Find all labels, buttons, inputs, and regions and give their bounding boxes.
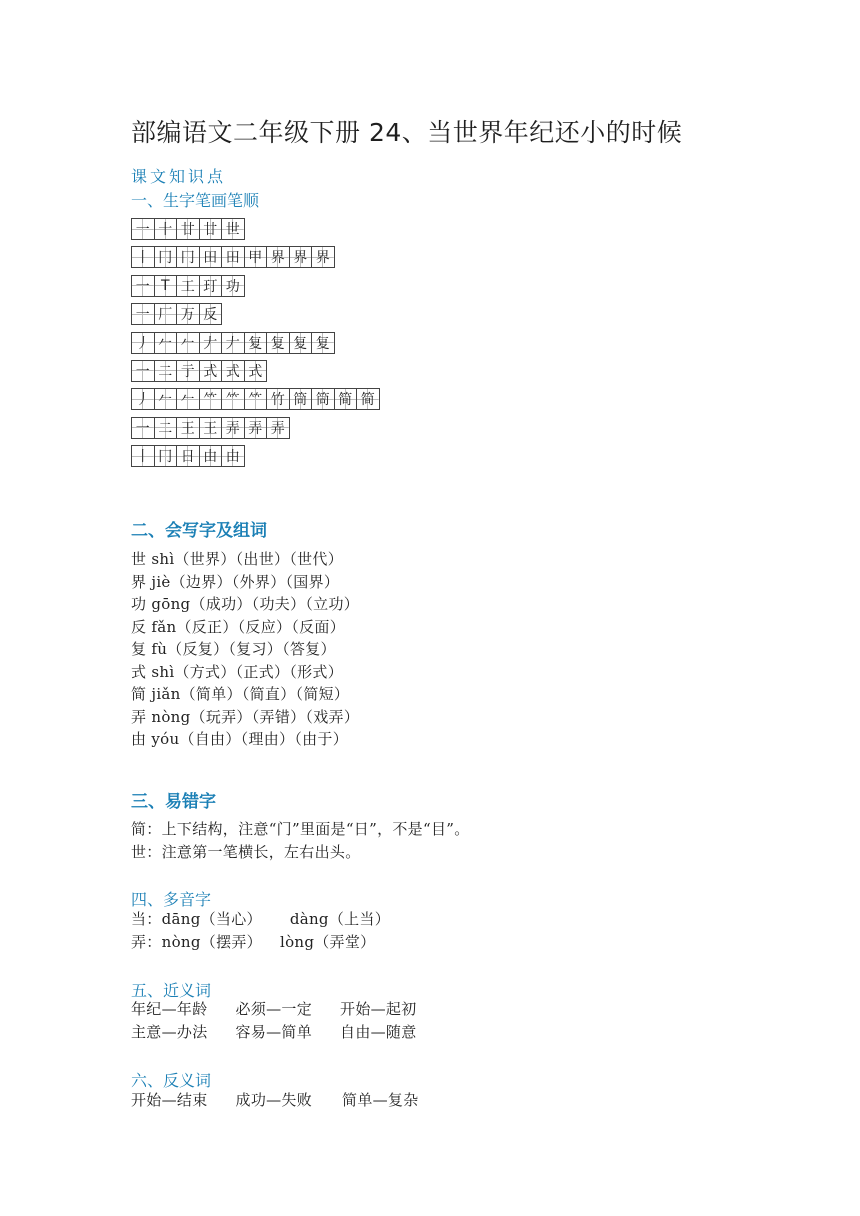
stroke-char: 冂 [158, 449, 173, 466]
stroke-row [131, 275, 441, 297]
stroke-cell [154, 388, 178, 410]
stroke-char: 筒 [293, 392, 308, 409]
synonym-line [131, 1021, 417, 1044]
stroke-char: 一 [135, 278, 150, 295]
word-list [131, 548, 359, 751]
word-line: 弄 nòng（玩弄）（弄错）（戏弄） [131, 707, 360, 726]
stroke-cell [244, 417, 268, 439]
stroke-char: 𠂇 [225, 335, 240, 352]
stroke-cell [221, 388, 245, 410]
stroke-cell [154, 246, 178, 268]
stroke-cell [131, 218, 155, 240]
stroke-char: 冂 [158, 250, 173, 267]
stroke-char: 反 [203, 307, 218, 324]
stroke-char: 复 [315, 335, 330, 352]
stroke-char: 廿 [203, 222, 218, 238]
stroke-cell [176, 417, 200, 439]
stroke-char: 界 [315, 250, 330, 267]
stroke-char: 王 [203, 420, 218, 437]
synonym-pair: 年纪—年龄 [131, 1000, 208, 1018]
stroke-char: 田 [203, 250, 218, 267]
word-line: 反 fǎn（反正）（反应）（反面） [131, 617, 346, 636]
stroke-char: 廿 [180, 222, 195, 238]
stroke-cell [199, 218, 223, 240]
antonym-line [131, 1089, 419, 1112]
stroke-char: 玎 [203, 278, 218, 295]
error-line: 世：注意第一笔横长，左右出头。 [131, 843, 361, 861]
stroke-order-grid [131, 218, 441, 474]
stroke-cell [199, 303, 223, 325]
stroke-cell [356, 388, 380, 410]
stroke-char: 一 [135, 420, 150, 437]
stroke-char: 弄 [248, 420, 263, 437]
polyphone-reading: nòng（摆弄） [161, 933, 262, 951]
stroke-cell [266, 332, 290, 354]
stroke-cell [131, 275, 155, 297]
stroke-cell [244, 360, 268, 382]
stroke-row [131, 332, 441, 354]
stroke-cell [266, 388, 290, 410]
stroke-cell [154, 303, 178, 325]
polyphone-prefix: 当： [131, 910, 162, 928]
stroke-cell [266, 417, 290, 439]
stroke-cell [199, 388, 223, 410]
stroke-char: 𠂉 [180, 392, 195, 409]
stroke-cell [131, 246, 155, 268]
synonym-line [131, 998, 417, 1021]
stroke-char: 田 [225, 250, 240, 267]
stroke-cell [311, 246, 335, 268]
stroke-cell [311, 332, 335, 354]
stroke-cell [176, 303, 200, 325]
stroke-char: 弄 [225, 420, 240, 437]
stroke-cell [154, 360, 178, 382]
stroke-cell [176, 246, 200, 268]
stroke-cell [289, 246, 313, 268]
word-line: 复 fù（反复）（复习）（答复） [131, 640, 336, 658]
stroke-char: 𠂇 [203, 335, 218, 352]
stroke-cell [289, 388, 313, 410]
section-heading-errors: 三、易错字 [131, 792, 216, 812]
antonym-pair: 简单—复杂 [342, 1091, 419, 1109]
stroke-cell [154, 275, 178, 297]
stroke-cell [131, 388, 155, 410]
polyphone-reading: dāng（当心） [161, 910, 262, 928]
stroke-cell [221, 417, 245, 439]
stroke-cell [221, 332, 245, 354]
stroke-char: 万 [180, 307, 195, 324]
synonym-pair: 容易—简单 [235, 1023, 313, 1041]
stroke-char: 𠂉 [180, 335, 195, 352]
stroke-char: 弄 [270, 420, 285, 437]
stroke-char: T [160, 277, 170, 294]
antonym-pair: 成功—失败 [235, 1091, 313, 1109]
stroke-row [131, 246, 441, 268]
stroke-cell [176, 360, 200, 382]
stroke-cell [244, 332, 268, 354]
stroke-cell [131, 332, 155, 354]
error-line: 简：上下结构，注意“门”里面是“日”，不是“目”。 [131, 820, 470, 838]
stroke-char: 一 [135, 363, 150, 380]
stroke-cell [244, 246, 268, 268]
stroke-char: 界 [270, 250, 285, 267]
stroke-char: 界 [293, 250, 308, 267]
synonym-pair: 自由—随意 [340, 1023, 417, 1041]
stroke-char: 厂 [158, 307, 173, 324]
section-heading-polyphones: 四、多音字 [131, 890, 212, 909]
word-line: 功 gōng（成功）（功夫）（立功） [131, 595, 360, 613]
stroke-cell [334, 388, 358, 410]
stroke-char: 式 [203, 363, 218, 380]
stroke-char: 一 [135, 307, 150, 324]
word-line: 式 shì（方式）（正式）（形式） [131, 662, 344, 681]
word-line: 界 jiè（边界）（外界）（国界） [131, 572, 340, 591]
stroke-cell [221, 360, 245, 382]
stroke-char: 丿 [135, 392, 150, 409]
antonym-pair: 开始—结束 [131, 1091, 208, 1109]
stroke-char: 由 [225, 449, 240, 466]
stroke-row [131, 445, 441, 467]
stroke-cell [199, 275, 223, 297]
stroke-row [131, 388, 441, 410]
stroke-cell [176, 388, 200, 410]
stroke-char: 式 [248, 363, 263, 380]
word-line: 世 shì（世界）（出世）（世代） [131, 550, 344, 568]
stroke-char: 冂 [180, 250, 195, 267]
stroke-cell [199, 360, 223, 382]
stroke-char: 丨 [135, 449, 150, 466]
stroke-char: 世 [225, 222, 240, 238]
stroke-cell [199, 417, 223, 439]
stroke-char: 丨 [135, 250, 150, 267]
stroke-cell [176, 218, 200, 240]
stroke-cell [176, 445, 200, 467]
stroke-row [131, 303, 441, 325]
stroke-char: 式 [225, 363, 240, 380]
section-heading-words: 二、会写字及组词 [131, 521, 267, 541]
stroke-cell [244, 388, 268, 410]
stroke-row [131, 360, 441, 382]
stroke-cell [221, 218, 245, 240]
stroke-cell [131, 417, 155, 439]
stroke-char: 𠂉 [158, 392, 173, 409]
page-title: 部编语文二年级下册 24、当世界年纪还小的时候 [131, 118, 683, 147]
stroke-char: 亍 [180, 363, 195, 380]
stroke-char: 简 [360, 392, 375, 409]
stroke-cell [176, 275, 200, 297]
polyphone-prefix: 弄： [131, 933, 162, 951]
stroke-cell [176, 332, 200, 354]
stroke-char: 复 [293, 335, 308, 352]
stroke-char: 丿 [135, 335, 150, 352]
stroke-char: 筒 [315, 392, 330, 409]
stroke-char: 二 [158, 420, 173, 437]
stroke-char: 简 [338, 392, 353, 409]
stroke-char: 由 [203, 449, 218, 466]
polyphone-line [131, 931, 375, 954]
stroke-char: 复 [270, 335, 285, 352]
stroke-char: ⺮ [203, 392, 218, 409]
stroke-cell [154, 218, 178, 240]
section-heading-strokes: 一、生字笔画笔顺 [131, 191, 260, 210]
word-line: 简 jiǎn（简单）（简直）（简短） [131, 685, 350, 703]
stroke-char: 一 [135, 222, 150, 238]
stroke-char: ⺮ [225, 392, 240, 409]
stroke-cell [199, 445, 223, 467]
stroke-char: 功 [225, 278, 240, 295]
stroke-cell [311, 388, 335, 410]
stroke-char: ⺮ [248, 392, 263, 409]
stroke-cell [154, 332, 178, 354]
stroke-char: 日 [180, 449, 195, 466]
stroke-cell [199, 246, 223, 268]
stroke-cell [199, 332, 223, 354]
stroke-char: 十 [158, 222, 173, 238]
stroke-char: 王 [180, 420, 195, 437]
stroke-char: 工 [180, 278, 195, 295]
stroke-cell [154, 417, 178, 439]
polyphone-reading: lòng（弄堂） [279, 933, 376, 951]
stroke-char: 二 [158, 363, 173, 380]
polyphone-reading: dàng（上当） [289, 910, 391, 928]
synonym-pair: 主意—办法 [131, 1023, 208, 1041]
stroke-cell [289, 332, 313, 354]
synonym-pair: 必须—一定 [235, 1000, 313, 1018]
stroke-cell [221, 275, 245, 297]
stroke-cell [131, 303, 155, 325]
polyphone-line [131, 908, 390, 931]
synonym-pair: 开始—起初 [340, 1000, 417, 1018]
stroke-char: 复 [248, 335, 263, 352]
section-heading-antonyms: 六、反义词 [131, 1071, 212, 1090]
word-line: 由 yóu（自由）（理由）（由于） [131, 730, 349, 748]
stroke-char: 𠂉 [158, 335, 173, 352]
stroke-cell [266, 246, 290, 268]
stroke-row [131, 417, 441, 439]
stroke-char: 甲 [248, 250, 263, 267]
stroke-cell [221, 246, 245, 268]
stroke-cell [131, 445, 155, 467]
stroke-char: 竹 [270, 392, 285, 409]
stroke-cell [154, 445, 178, 467]
stroke-row [131, 218, 441, 240]
lesson-label: 课文知识点 [131, 167, 227, 186]
section-heading-synonyms: 五、近义词 [131, 981, 212, 1000]
stroke-cell [131, 360, 155, 382]
stroke-cell [221, 445, 245, 467]
